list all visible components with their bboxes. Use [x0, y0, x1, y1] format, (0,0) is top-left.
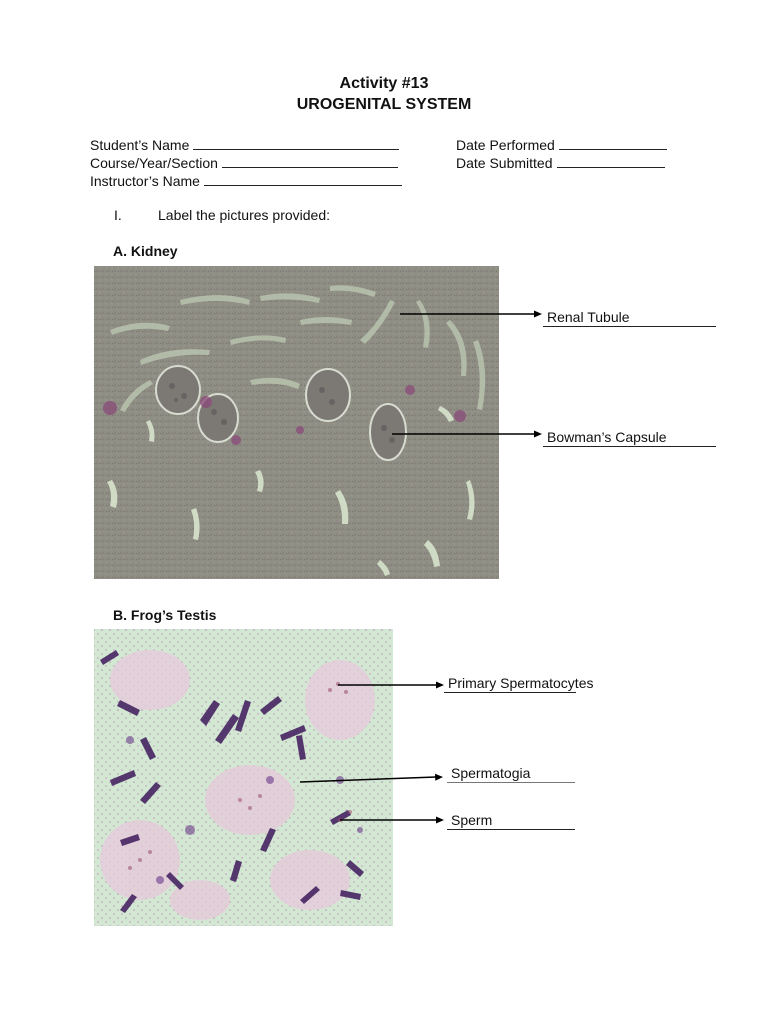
date-submitted-label: Date Submitted	[456, 155, 553, 171]
system-title: UROGENITAL SYSTEM	[296, 96, 472, 113]
student-name-label: Student’s Name	[90, 137, 190, 153]
label-renal-tubule: Renal Tubule	[543, 309, 716, 327]
kidney-heading: A. Kidney	[113, 243, 178, 259]
testis-heading: B. Frog’s Testis	[113, 607, 217, 623]
label-sperm: Sperm	[447, 812, 575, 830]
instructor-label: Instructor’s Name	[90, 173, 200, 189]
label-spermatogia: Spermatogia	[447, 765, 575, 783]
instruction-number: I.	[114, 207, 122, 223]
testis-micrograph	[94, 629, 393, 926]
date-performed-label: Date Performed	[456, 137, 555, 153]
kidney-micrograph	[94, 266, 499, 579]
instruction-text: Label the pictures provided:	[158, 207, 330, 223]
label-bowmans-capsule: Bowman’s Capsule	[543, 429, 716, 447]
course-label: Course/Year/Section	[90, 155, 218, 171]
activity-title: Activity #13	[339, 75, 429, 92]
label-primary-spermatocytes: Primary Spermatocytes	[444, 675, 576, 693]
